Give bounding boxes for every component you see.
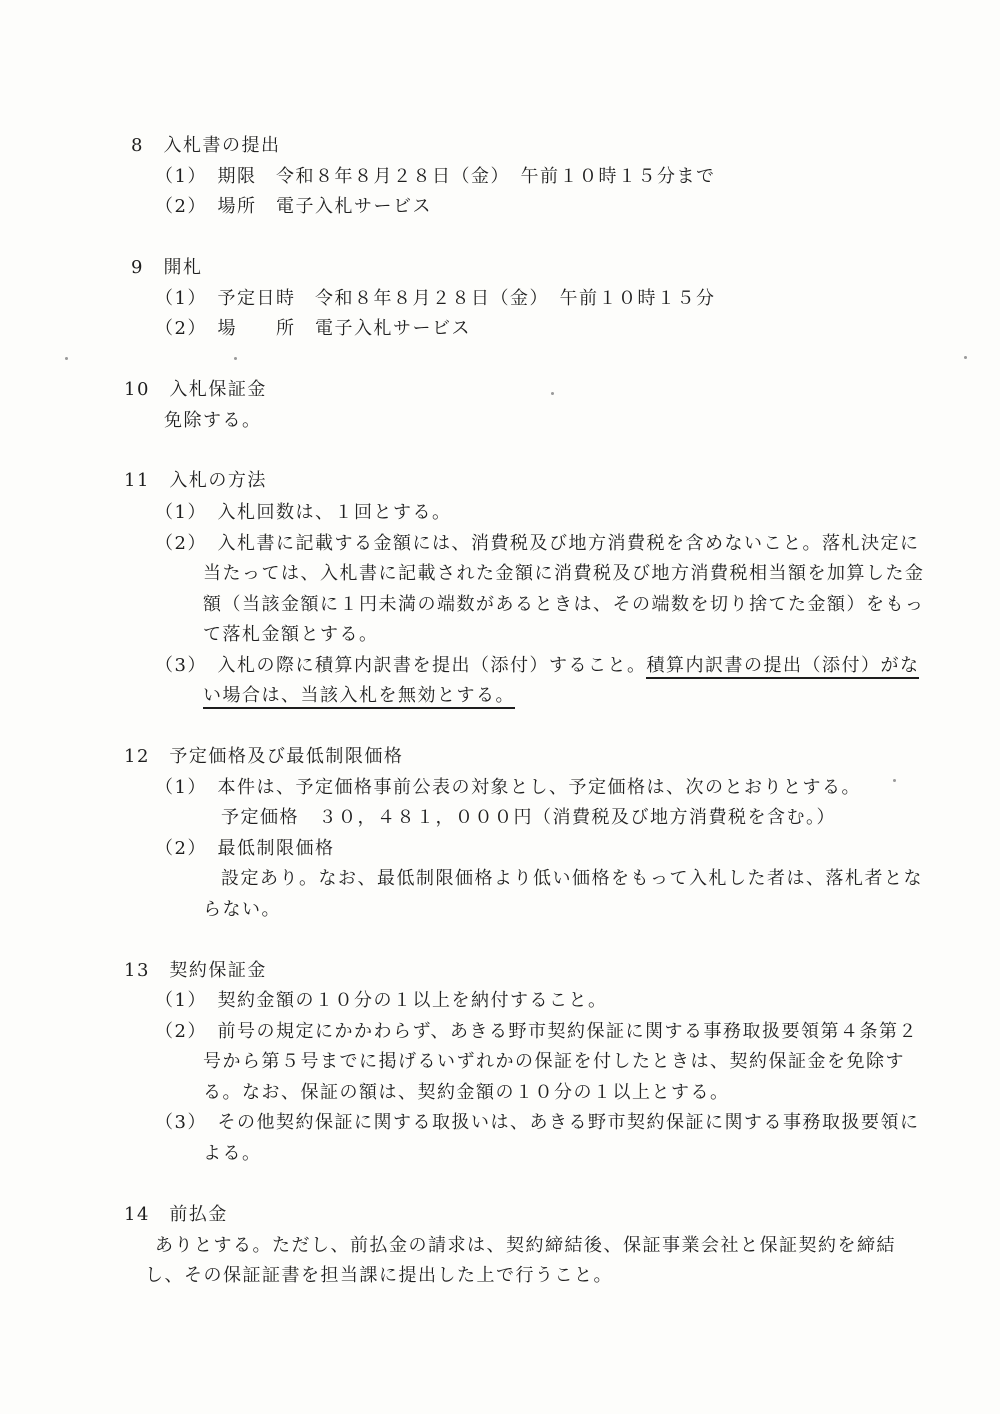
section-9-heading: 9 開札 — [131, 257, 203, 278]
section-10-body: 免除する。 — [164, 410, 262, 431]
section-11-heading: 11 入札の方法 — [124, 470, 267, 491]
section-13-item-2-line-3: る。なお、保証の額は、契約金額の１０分の１以上とする。 — [203, 1082, 730, 1103]
section-13-item-3-line-1: （3） その他契約保証に関する取扱いは、あきる野市契約保証に関する事務取扱要領に — [155, 1112, 920, 1133]
section-8-item-1: （1） 期限 令和８年８月２８日（金） 午前１０時１５分まで — [155, 166, 716, 187]
scan-speck — [551, 392, 554, 395]
section-14-heading: 14 前払金 — [124, 1204, 228, 1225]
underlined-invalid-notice-cont: い場合は、当該入札を無効とする。 — [203, 685, 515, 709]
section-11-item-2-line-2: 当たっては、入札書に記載された金額に消費税及び地方消費税相当額を加算した金 — [203, 563, 925, 584]
section-13-heading: 13 契約保証金 — [124, 960, 267, 981]
section-8-item-2: （2） 場所 電子入札サービス — [155, 196, 432, 217]
section-11-item-2-line-3: 額（当該金額に１円未満の端数があるときは、その端数を切り捨てた金額）をもっ — [203, 594, 925, 615]
section-12-item-2-body-1: 設定あり。なお、最低制限価格より低い価格をもって入札した者は、落札者とな — [221, 868, 923, 889]
section-12-item-1: （1） 本件は、予定価格事前公表の対象とし、予定価格は、次のとおりとする。 — [155, 777, 861, 798]
section-9-item-2: （2） 場 所 電子入札サービス — [155, 318, 471, 339]
section-13-item-1: （1） 契約金額の１０分の１以上を納付すること。 — [155, 990, 608, 1011]
section-13-item-2-line-1: （2） 前号の規定にかかわらず、あきる野市契約保証に関する事務取扱要領第４条第２ — [155, 1021, 919, 1042]
section-8-heading: 8 入札書の提出 — [131, 135, 281, 156]
section-11-item-3-line-1 — [155, 655, 919, 677]
scan-speck — [964, 356, 967, 359]
section-12-heading: 12 予定価格及び最低制限価格 — [124, 746, 404, 767]
section-13-item-2-line-2: 号から第５号までに掲げるいずれかの保証を付したときは、契約保証金を免除す — [203, 1051, 905, 1072]
section-12-item-2: （2） 最低制限価格 — [155, 838, 335, 859]
section-11-item-3-text: （3） 入札の際に積算内訳書を提出（添付）すること。 — [155, 655, 647, 676]
section-13-item-3-line-2: よる。 — [203, 1143, 262, 1164]
section-14-line-1: ありとする。ただし、前払金の請求は、契約締結後、保証事業会社と保証契約を締結 — [155, 1235, 896, 1256]
section-11-item-2-line-4: て落札金額とする。 — [203, 624, 379, 645]
scan-speck — [65, 357, 68, 360]
section-11-item-2-line-1: （2） 入札書に記載する金額には、消費税及び地方消費税を含めないこと。落札決定に — [155, 533, 920, 554]
scan-speck — [893, 779, 896, 782]
section-12-item-2-body-2: らない。 — [203, 899, 281, 920]
section-11-item-3-line-2 — [203, 685, 515, 707]
scan-speck — [234, 357, 237, 360]
underlined-invalid-notice: 積算内訳書の提出（添付）がな — [646, 655, 919, 679]
section-14-line-2: し、その保証証書を担当課に提出した上で行うこと。 — [145, 1265, 613, 1286]
section-10-heading: 10 入札保証金 — [124, 379, 267, 400]
section-9-item-1: （1） 予定日時 令和８年８月２８日（金） 午前１０時１５分 — [155, 288, 716, 309]
section-11-item-1: （1） 入札回数は、１回とする。 — [155, 502, 452, 523]
section-12-price: 予定価格 ３０，４８１，０００円（消費税及び地方消費税を含む。） — [221, 807, 836, 828]
